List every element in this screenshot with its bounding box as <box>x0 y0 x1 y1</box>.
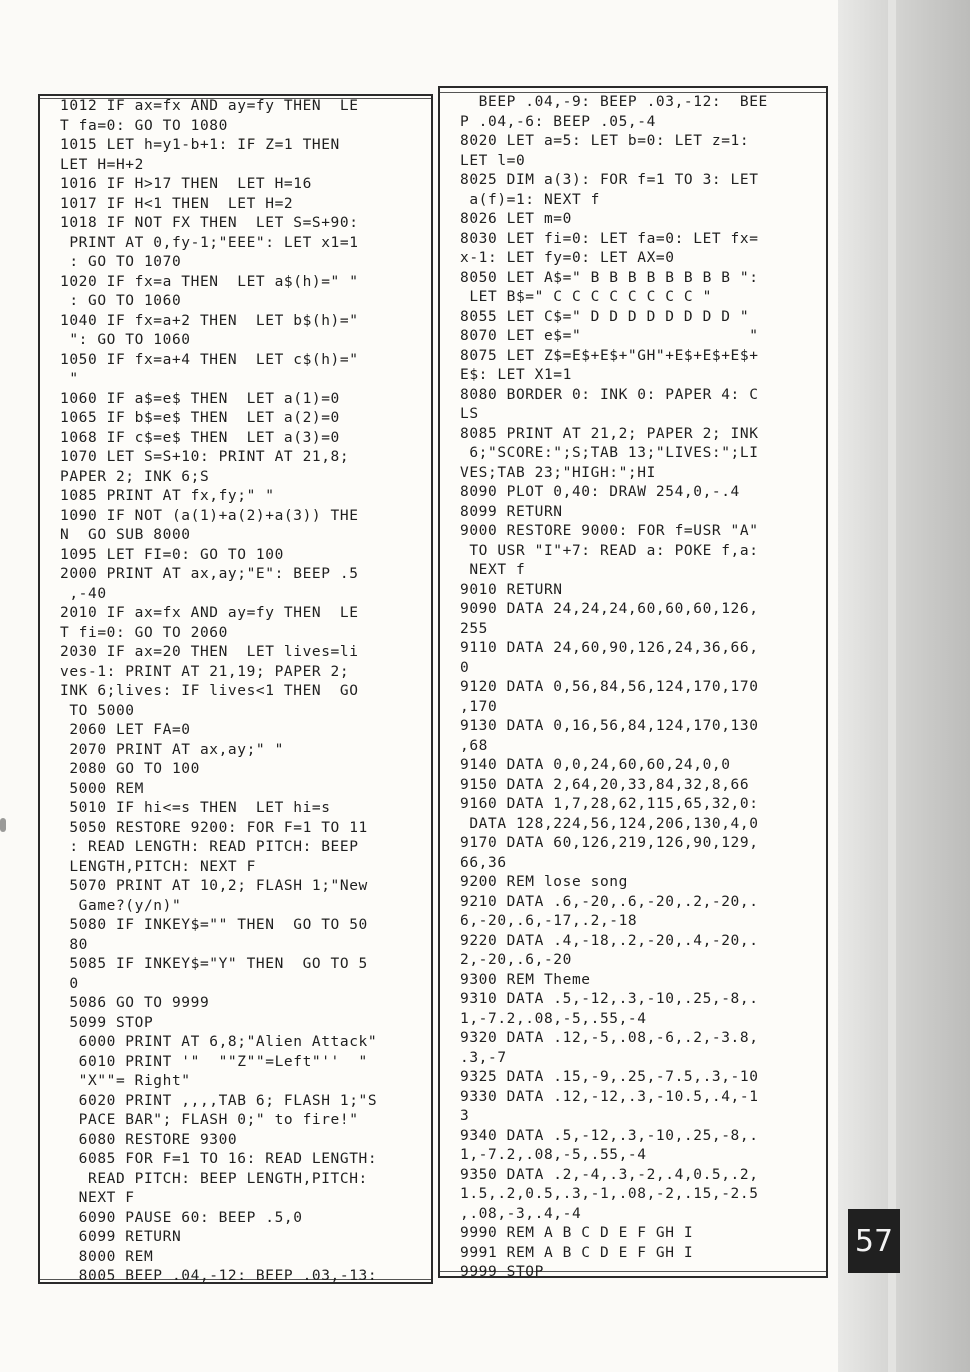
code-line: : GO TO 1070 <box>60 254 182 270</box>
code-line: LS <box>460 406 479 422</box>
code-line: 6080 RESTORE 9300 <box>60 1131 238 1148</box>
code-line: 1.5,.2,0.5,.3,-1,.08,-2,.15,-2.5 <box>460 1186 759 1202</box>
code-line: 8000 REM <box>60 1248 154 1265</box>
code-line: ,-40 <box>60 585 107 602</box>
code-line: "X""= Right" <box>60 1073 191 1089</box>
code-line: 0 <box>60 975 79 992</box>
code-line: 9090 DATA 24,24,24,60,60,60,126, <box>460 601 759 617</box>
code-line: 8026 LET m=0 <box>460 211 572 227</box>
code-line: 2030 IF ax=20 THEN LET lives=li <box>60 644 359 660</box>
code-line: TO 5000 <box>60 702 135 719</box>
code-line: LET B$=" C C C C C C C C " <box>460 289 712 305</box>
code-line: 8050 LET A$=" B B B B B B B B ": <box>460 269 759 286</box>
code-line: : READ LENGTH: READ PITCH: BEEP <box>60 839 359 855</box>
code-line: 9110 DATA 24,60,90,126,24,36,66, <box>460 640 759 656</box>
code-line: PACE BAR"; FLASH 0;" to fire!" <box>60 1112 359 1128</box>
code-line: " <box>60 371 79 387</box>
code-line: ": GO TO 1060 <box>60 332 191 348</box>
code-line: 1040 IF fx=a+2 THEN LET b$(h)=" <box>60 312 359 329</box>
code-line: P .04,-6: BEEP .05,-4 <box>460 113 656 130</box>
code-line: T fa=0: GO TO 1080 <box>60 117 228 134</box>
code-line: 6090 PAUSE 60: BEEP .5,0 <box>60 1209 303 1226</box>
code-line: E$: LET X1=1 <box>460 367 572 383</box>
code-line: 1050 IF fx=a+4 THEN LET c$(h)=" <box>60 351 359 368</box>
code-line: 9210 DATA .6,-20,.6,-20,.2,-20,. <box>460 893 759 910</box>
code-line: 1,-7.2,.08,-5,.55,-4 <box>460 1147 647 1163</box>
code-line: 6;"SCORE:";S;TAB 13;"LIVES:";LI <box>460 445 759 461</box>
code-line: 5085 IF INKEY$="Y" THEN GO TO 5 <box>60 956 368 972</box>
code-line: 2060 LET FA=0 <box>60 722 191 738</box>
code-line: NEXT f <box>460 562 526 578</box>
code-line: 1065 IF b$=e$ THEN LET a(2)=0 <box>60 410 340 426</box>
code-line: 9990 REM A B C D E F GH I <box>460 1225 694 1241</box>
code-line: 2,-20,.6,-20 <box>460 952 572 968</box>
code-line: READ PITCH: BEEP LENGTH,PITCH: <box>60 1170 368 1187</box>
code-line: : GO TO 1060 <box>60 293 182 309</box>
code-line: 1016 IF H>17 THEN LET H=16 <box>60 176 312 192</box>
code-line: 5070 PRINT AT 10,2; FLASH 1;"New <box>60 878 368 894</box>
code-line: 9140 DATA 0,0,24,60,60,24,0,0 <box>460 757 731 773</box>
code-line: 6020 PRINT ,,,,TAB 6; FLASH 1;"S <box>60 1092 378 1109</box>
code-line: ,68 <box>460 737 488 754</box>
code-line: 9310 DATA .5,-12,.3,-10,.25,-8,. <box>460 991 759 1007</box>
code-line: 6099 RETURN <box>60 1229 182 1245</box>
code-line: 9120 DATA 0,56,84,56,124,170,170 <box>460 679 759 695</box>
code-line: 8080 BORDER 0: INK 0: PAPER 4: C <box>460 386 759 403</box>
code-line: 8090 PLOT 0,40: DRAW 254,0,-.4 <box>460 484 740 500</box>
code-line: 1018 IF NOT FX THEN LET S=S+90: <box>60 215 359 231</box>
code-line: 1060 IF a$=e$ THEN LET a(1)=0 <box>60 390 340 407</box>
code-line: 8099 RETURN <box>460 503 563 520</box>
code-line: 8070 LET e$=" " <box>460 328 759 344</box>
code-line: 8020 LET a=5: LET b=0: LET z=1: <box>460 133 750 149</box>
code-line: 9325 DATA .15,-9,.25,-7.5,.3,-10 <box>460 1069 759 1085</box>
code-line: 9991 REM A B C D E F GH I <box>460 1244 694 1261</box>
code-line: LET H=H+2 <box>60 156 144 173</box>
code-line: 6000 PRINT AT 6,8;"Alien Attack" <box>60 1034 378 1050</box>
code-line: 9150 DATA 2,64,20,33,84,32,8,66 <box>460 776 750 793</box>
code-line: 9320 DATA .12,-5,.08,-6,.2,-3.8, <box>460 1030 759 1046</box>
code-line: TO USR "I"+7: READ a: POKE f,a: <box>460 542 759 559</box>
code-line: 9220 DATA .4,-18,.2,-20,.4,-20,. <box>460 932 759 949</box>
code-line: 2000 PRINT AT ax,ay;"E": BEEP .5 <box>60 566 359 582</box>
code-line: N GO SUB 8000 <box>60 527 191 543</box>
code-line: PRINT AT 0,fy-1;"EEE": LET x1=1 <box>60 234 359 251</box>
code-line: 5086 GO TO 9999 <box>60 995 210 1011</box>
code-line: 8085 PRINT AT 21,2; PAPER 2; INK <box>460 425 759 442</box>
code-line: 80 <box>60 936 88 953</box>
code-line: 9330 DATA .12,-12,.3,-10.5,.4,-1 <box>460 1088 759 1105</box>
code-line: 1,-7.2,.08,-5,.55,-4 <box>460 1010 647 1027</box>
listing-column-left <box>38 94 433 1284</box>
code-line: 6010 PRINT '" ""Z""=Left"'' " <box>60 1053 368 1070</box>
code-line: 5050 RESTORE 9200: FOR F=1 TO 11 <box>60 819 368 836</box>
code-line: a(f)=1: NEXT f <box>460 191 600 208</box>
code-line: 9170 DATA 60,126,219,126,90,129, <box>460 835 759 851</box>
code-line: 1017 IF H<1 THEN LET H=2 <box>60 195 294 212</box>
code-line: Game?(y/n)" <box>60 897 182 914</box>
code-line: 5099 STOP <box>60 1014 154 1031</box>
code-line: 8005 BEEP .04,-12: BEEP .03,-13: <box>60 1268 378 1284</box>
code-line: 1012 IF ax=fx AND ay=fy THEN LE <box>60 98 359 114</box>
code-line: 1068 IF c$=e$ THEN LET a(3)=0 <box>60 429 340 446</box>
code-line: 8075 LET Z$=E$+E$+"GH"+E$+E$+E$+ <box>460 347 759 364</box>
code-line: 9340 DATA .5,-12,.3,-10,.25,-8,. <box>460 1127 759 1144</box>
code-line: 2010 IF ax=fx AND ay=fy THEN LE <box>60 605 359 621</box>
code-line: INK 6;lives: IF lives<1 THEN GO <box>60 683 359 699</box>
code-line: VES;TAB 23;"HIGH:";HI <box>460 464 656 481</box>
code-line: T fi=0: GO TO 2060 <box>60 624 228 641</box>
code-line: 255 <box>460 620 488 637</box>
code-line: 66,36 <box>460 854 507 871</box>
code-line: 5080 IF INKEY$="" THEN GO TO 50 <box>60 917 368 933</box>
code-line: 5010 IF hi<=s THEN LET hi=s <box>60 800 331 816</box>
code-line: PAPER 2; INK 6;S <box>60 468 210 485</box>
code-lines-left <box>60 97 377 1284</box>
page-edge-shadow <box>838 0 970 1372</box>
page-number-badge: 57 <box>848 1209 900 1273</box>
code-line: 9300 REM Theme <box>460 971 591 988</box>
code-line: 9200 REM lose song <box>460 874 628 890</box>
code-line: x-1: LET fy=0: LET AX=0 <box>460 250 675 266</box>
code-line: 8030 LET fi=0: LET fa=0: LET fx= <box>460 230 759 247</box>
code-line: 5000 REM <box>60 780 144 797</box>
code-line: 9999 STOP <box>460 1264 544 1278</box>
code-line: 0 <box>460 659 470 676</box>
code-lines-right <box>460 93 768 1278</box>
code-line: ,170 <box>460 698 498 715</box>
code-line: 1090 IF NOT (a(1)+a(2)+a(3)) THE <box>60 507 359 524</box>
code-line: 8055 LET C$=" D D D D D D D D " <box>460 308 750 325</box>
code-line: 1095 LET FI=0: GO TO 100 <box>60 546 284 563</box>
code-line: 9160 DATA 1,7,28,62,115,65,32,0: <box>460 796 759 812</box>
code-line: ,.08,-3,.4,-4 <box>460 1205 582 1222</box>
margin-mark <box>0 818 6 832</box>
code-line: NEXT F <box>60 1190 135 1206</box>
code-line: BEEP .04,-9: BEEP .03,-12: BEE <box>460 94 768 110</box>
code-line: 6085 FOR F=1 TO 16: READ LENGTH: <box>60 1151 378 1167</box>
code-line: ves-1: PRINT AT 21,19; PAPER 2; <box>60 663 350 680</box>
code-line: 6,-20,.6,-17,.2,-18 <box>460 913 638 929</box>
code-line: 8025 DIM a(3): FOR f=1 TO 3: LET <box>460 172 759 188</box>
code-line: 2070 PRINT AT ax,ay;" " <box>60 741 284 758</box>
listing-column-right <box>438 86 828 1278</box>
code-line: 1015 LET h=y1-b+1: IF Z=1 THEN <box>60 137 340 153</box>
code-line: 1020 IF fx=a THEN LET a$(h)=" " <box>60 273 359 290</box>
code-line: 1070 LET S=S+10: PRINT AT 21,8; <box>60 449 350 465</box>
code-line: LET l=0 <box>460 152 526 169</box>
code-line: 2080 GO TO 100 <box>60 761 200 777</box>
code-line: 3 <box>460 1108 470 1124</box>
code-line: 9130 DATA 0,16,56,84,124,170,130 <box>460 718 759 734</box>
page-edge-stripe <box>888 0 896 1372</box>
code-line: .3,-7 <box>460 1049 507 1066</box>
code-line: DATA 128,224,56,124,206,130,4,0 <box>460 815 759 832</box>
code-line: 9010 RETURN <box>460 581 563 598</box>
code-line: 9350 DATA .2,-4,.3,-2,.4,0.5,.2, <box>460 1166 759 1183</box>
code-line: LENGTH,PITCH: NEXT F <box>60 858 256 875</box>
code-line: 1085 PRINT AT fx,fy;" " <box>60 488 275 504</box>
code-line: 9000 RESTORE 9000: FOR f=USR "A" <box>460 523 759 539</box>
